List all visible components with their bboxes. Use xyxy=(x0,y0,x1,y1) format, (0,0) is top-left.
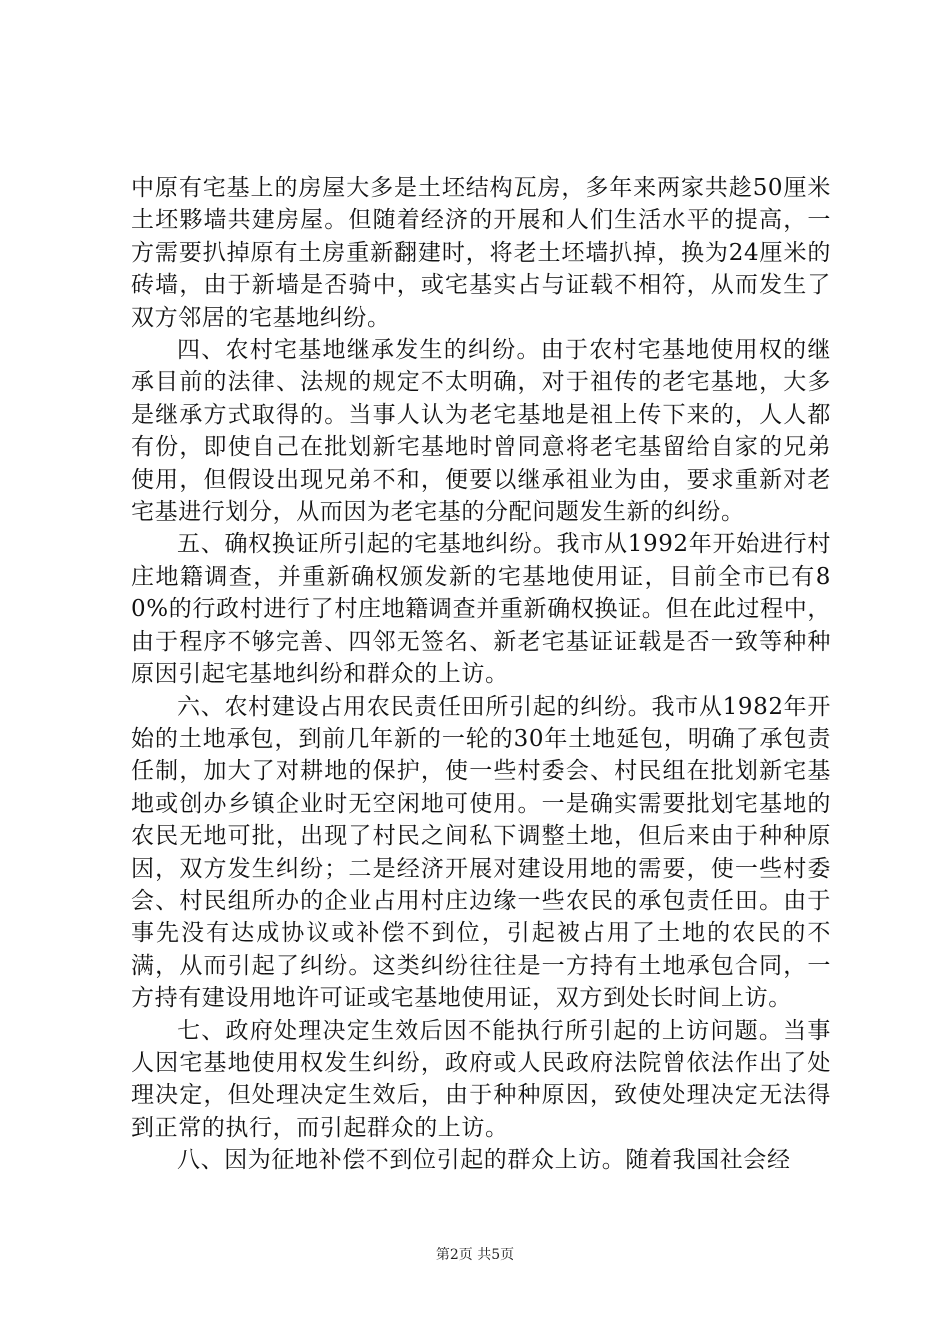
paragraph-section-8: 八、因为征地补偿不到位引起的群众上访。随着我国社会经 xyxy=(177,1147,791,1174)
paragraph-section-6: 六、农村建设占用农民责任田所引起的纠纷。我市从1982年开始的土地承包，到前几年新的一轮的30年土地延包，明确了承包责任制，加大了对耕地的保护，使一些村委会、村民组在批划新宅基地或创办乡镇企业时无空闲地可使用。一是确实需要批划宅基地的农民无地可批，出现了村民之间私下调整土地，但后来由于种种原因，双方发生纠纷；二是经济开展对建设用地的需要，使一些村委会、村民组所办的企业占用村庄边缘一些农民的承包责任田。由于事先没有达成协议或补偿不到位，引起被占用了土地的农民的不满，从而引起了纠纷。这类纠纷往往是一方持有土地承包合同，一方持有建设用地许可证或宅基地使用证，双方到处长时间上访。 xyxy=(131,693,831,1012)
paragraph-section-5: 五、确权换证所引起的宅基地纠纷。我市从1992年开始进行村庄地籍调查，并重新确权颁发新的宅基地使用证，目前全市已有80%的行政村进行了村庄地籍调查并重新确权换证。但在此过程中，由于程序不够完善、四邻无签名、新老宅基证证载是否一致等种种原因引起宅基地纠纷和群众的上访。 xyxy=(131,531,831,688)
document-body xyxy=(131,172,831,1177)
paragraph-section-7: 七、政府处理决定生效后因不能执行所引起的上访问题。当事人因宅基地使用权发生纠纷，政府或人民政府法院曾依法作出了处理决定，但处理决定生效后，由于种种原因，致使处理决定无法得到正常的执行，而引起群众的上访。 xyxy=(131,1017,831,1141)
paragraph-section-4: 四、农村宅基地继承发生的纠纷。由于农村宅基地使用权的继承目前的法律、法规的规定不太明确，对于祖传的老宅基地，大多是继承方式取得的。当事人认为老宅基地是祖上传下来的，人人都有份，即使自己在批划新宅基地时曾同意将老宅基留给自家的兄弟使用，但假设出现兄弟不和，便要以继承祖业为由，要求重新对老宅基进行划分，从而因为老宅基的分配问题发生新的纠纷。 xyxy=(131,337,831,526)
page-number-footer: 第2页 共5页 xyxy=(435,1247,515,1263)
paragraph-continued: 中原有宅基上的房屋大多是土坯结构瓦房，多年来两家共趁50厘米土坯夥墙共建房屋。但随着经济的开展和人们生活水平的提高，一方需要扒掉原有土房重新翻建时，将老土坯墙扒掉，换为24厘米的砖墙，由于新墙是否骑中，或宅基实占与证载不相符，从而发生了双方邻居的宅基地纠纷。 xyxy=(131,175,831,331)
